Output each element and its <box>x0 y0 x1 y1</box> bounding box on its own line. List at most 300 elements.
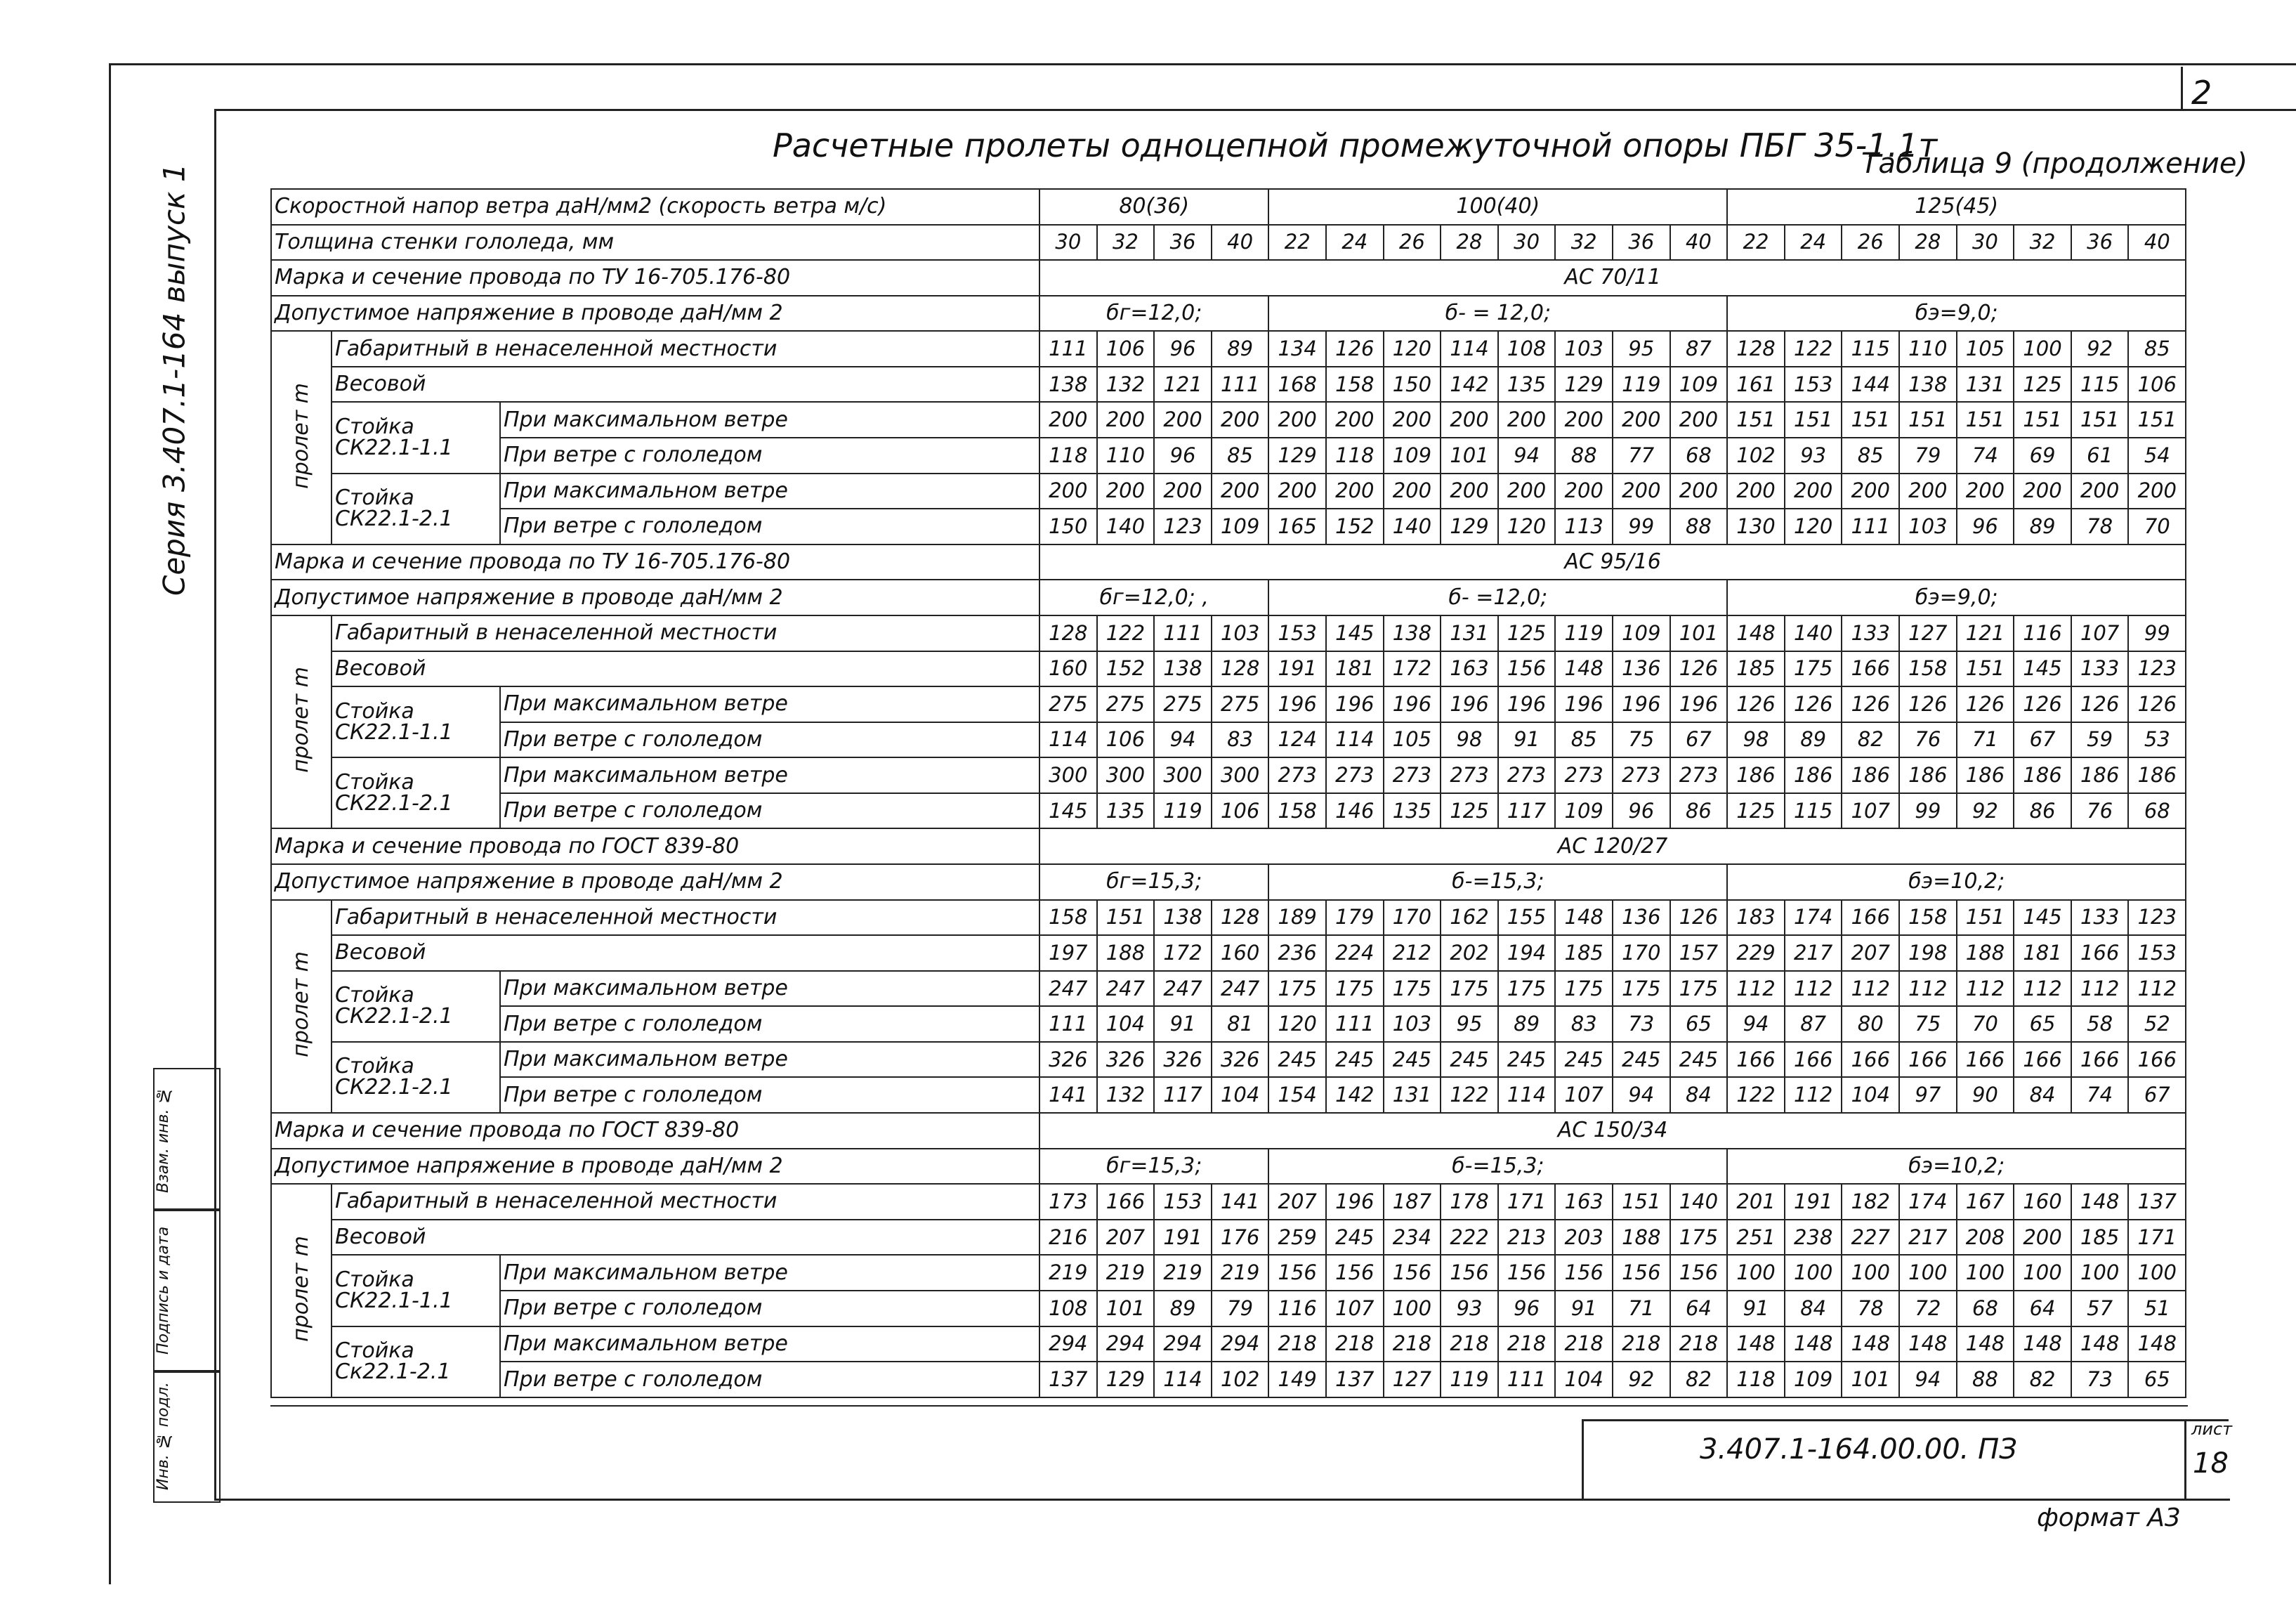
span-value: 100 <box>1384 1291 1441 1326</box>
span-value: 218 <box>1441 1326 1498 1362</box>
stand-label: Стойка СК22.1-1.1 <box>332 402 500 473</box>
span-value: 82 <box>1842 722 1899 758</box>
span-value: 119 <box>1441 1362 1498 1397</box>
span-value: 247 <box>1212 971 1269 1007</box>
span-value: 158 <box>1899 651 1957 687</box>
span-value: 90 <box>1957 1077 2014 1113</box>
data-row <box>271 971 2186 1007</box>
span-value: 227 <box>1842 1220 1899 1255</box>
span-value: 91 <box>1154 1006 1212 1042</box>
span-value: 116 <box>1268 1291 1326 1326</box>
span-value: 294 <box>1212 1326 1269 1362</box>
span-value: 218 <box>1384 1326 1441 1362</box>
span-value: 77 <box>1613 438 1670 474</box>
span-value: 200 <box>1613 474 1670 509</box>
wire-row <box>271 544 2186 580</box>
span-value: 151 <box>2014 402 2071 438</box>
span-value: 113 <box>1555 509 1613 544</box>
span-value: 132 <box>1097 1077 1155 1113</box>
ice-value: 40 <box>1212 225 1269 261</box>
span-value: 275 <box>1154 686 1212 722</box>
span-value: 112 <box>2014 971 2071 1007</box>
span-value: 142 <box>1441 367 1498 403</box>
span-value: 111 <box>1326 1006 1384 1042</box>
span-value: 166 <box>1727 1042 1785 1078</box>
span-value: 158 <box>1039 900 1097 936</box>
span-value: 200 <box>1384 402 1441 438</box>
span-value: 200 <box>1441 474 1498 509</box>
span-value: 131 <box>1384 1077 1441 1113</box>
span-value: 81 <box>1212 1006 1269 1042</box>
data-row <box>271 757 2186 793</box>
span-value: 123 <box>2128 900 2186 936</box>
span-value: 196 <box>1384 686 1441 722</box>
span-value: 173 <box>1039 1184 1097 1220</box>
ice-value: 28 <box>1441 225 1498 261</box>
span-value: 128 <box>1039 615 1097 651</box>
span-value: 123 <box>1154 509 1212 544</box>
stand-label: Стойка СК22.1-1.1 <box>332 1255 500 1326</box>
span-value: 151 <box>1899 402 1957 438</box>
sheet-label: лист <box>2191 1419 2233 1439</box>
span-value: 101 <box>1842 1362 1899 1397</box>
span-value: 200 <box>1957 474 2014 509</box>
span-value: 136 <box>1613 900 1670 936</box>
span-value: 122 <box>1441 1077 1498 1113</box>
inner-frame-top <box>214 109 2296 111</box>
span-value: 198 <box>1899 935 1957 971</box>
span-value: 68 <box>1670 438 1728 474</box>
span-value: 100 <box>2014 1255 2071 1291</box>
span-value: 99 <box>1899 793 1957 829</box>
span-value: 109 <box>1212 509 1269 544</box>
span-value: 109 <box>1613 615 1670 651</box>
stress-value: бэ=10,2; <box>1727 864 2186 900</box>
row-label-wind-ice: При ветре с гололедом <box>500 722 1039 758</box>
stress-row <box>271 296 2186 332</box>
span-value: 126 <box>2014 686 2071 722</box>
inner-frame-bottom <box>214 1499 2230 1501</box>
span-value: 138 <box>1384 615 1441 651</box>
span-value: 259 <box>1268 1220 1326 1255</box>
span-value: 121 <box>1154 367 1212 403</box>
row-label-max-wind: При максимальном ветре <box>500 402 1039 438</box>
span-value: 124 <box>1268 722 1326 758</box>
row-label-weight: Весовой <box>332 651 1039 687</box>
span-label-text: пролет m <box>289 382 313 489</box>
span-label <box>271 1184 332 1397</box>
span-value: 152 <box>1097 651 1155 687</box>
wire-row <box>271 1113 2186 1149</box>
span-value: 166 <box>1957 1042 2014 1078</box>
table-bottom-rule <box>270 1405 2188 1407</box>
span-value: 165 <box>1268 509 1326 544</box>
span-value: 73 <box>2071 1362 2129 1397</box>
span-value: 191 <box>1268 651 1326 687</box>
data-row <box>271 331 2186 367</box>
span-value: 91 <box>1727 1291 1785 1326</box>
span-value: 200 <box>1212 474 1269 509</box>
span-value: 166 <box>1785 1042 1842 1078</box>
span-value: 88 <box>1555 438 1613 474</box>
stress-value: б-=15,3; <box>1268 864 1727 900</box>
span-value: 166 <box>1842 900 1899 936</box>
wire-grade: АС 120/27 <box>1039 828 2186 864</box>
span-value: 219 <box>1154 1255 1212 1291</box>
span-value: 168 <box>1268 367 1326 403</box>
span-value: 109 <box>1384 438 1441 474</box>
span-value: 125 <box>1441 793 1498 829</box>
span-value: 185 <box>1555 935 1613 971</box>
span-value: 65 <box>2128 1362 2186 1397</box>
span-value: 98 <box>1727 722 1785 758</box>
span-value: 170 <box>1613 935 1670 971</box>
span-value: 175 <box>1441 971 1498 1007</box>
span-value: 129 <box>1555 367 1613 403</box>
span-value: 145 <box>1326 615 1384 651</box>
sheet-number: 18 <box>2193 1447 2229 1480</box>
span-value: 100 <box>2014 331 2071 367</box>
span-value: 58 <box>2071 1006 2129 1042</box>
span-value: 212 <box>1384 935 1441 971</box>
span-value: 61 <box>2071 438 2129 474</box>
span-value: 75 <box>1899 1006 1957 1042</box>
span-value: 153 <box>2128 935 2186 971</box>
span-value: 229 <box>1727 935 1785 971</box>
span-value: 175 <box>1613 971 1670 1007</box>
span-value: 125 <box>1727 793 1785 829</box>
span-value: 114 <box>1326 722 1384 758</box>
span-value: 176 <box>1212 1220 1269 1255</box>
span-value: 196 <box>1441 686 1498 722</box>
span-value: 135 <box>1097 793 1155 829</box>
span-value: 137 <box>2128 1184 2186 1220</box>
span-value: 105 <box>1384 722 1441 758</box>
span-value: 141 <box>1212 1184 1269 1220</box>
row-label-weight: Весовой <box>332 367 1039 403</box>
span-value: 148 <box>1785 1326 1842 1362</box>
span-value: 108 <box>1498 331 1556 367</box>
span-value: 94 <box>1154 722 1212 758</box>
span-value: 200 <box>1555 474 1613 509</box>
span-value: 127 <box>1384 1362 1441 1397</box>
row-label-wind-ice: При ветре с гололедом <box>500 793 1039 829</box>
span-value: 85 <box>1212 438 1269 474</box>
span-value: 294 <box>1097 1326 1155 1362</box>
data-row <box>271 1326 2186 1362</box>
span-value: 105 <box>1957 331 2014 367</box>
ice-value: 26 <box>1384 225 1441 261</box>
wire-grade: АС 150/34 <box>1039 1113 2186 1149</box>
doc-number: 3.407.1-164.00.00. ПЗ <box>1700 1433 2017 1466</box>
span-value: 156 <box>1613 1255 1670 1291</box>
data-row <box>271 686 2186 722</box>
span-value: 245 <box>1555 1042 1613 1078</box>
span-value: 200 <box>1670 402 1728 438</box>
data-row <box>271 474 2186 509</box>
span-value: 79 <box>1212 1291 1269 1326</box>
span-value: 74 <box>1957 438 2014 474</box>
span-value: 101 <box>1441 438 1498 474</box>
span-value: 218 <box>1326 1326 1384 1362</box>
span-value: 166 <box>1842 1042 1899 1078</box>
format-label: формат А3 <box>2037 1504 2181 1532</box>
span-label <box>271 900 332 1113</box>
span-value: 106 <box>1097 331 1155 367</box>
span-value: 92 <box>1613 1362 1670 1397</box>
span-value: 122 <box>1785 331 1842 367</box>
span-label <box>271 331 332 544</box>
span-value: 148 <box>1555 651 1613 687</box>
span-value: 175 <box>1670 1220 1728 1255</box>
span-value: 100 <box>1842 1255 1899 1291</box>
span-value: 133 <box>1842 615 1899 651</box>
span-value: 107 <box>1326 1291 1384 1326</box>
span-value: 111 <box>1498 1362 1556 1397</box>
span-value: 160 <box>2014 1184 2071 1220</box>
span-value: 201 <box>1727 1184 1785 1220</box>
span-value: 109 <box>1785 1362 1842 1397</box>
stress-value: б-=15,3; <box>1268 1149 1727 1185</box>
span-value: 247 <box>1097 971 1155 1007</box>
row-label-wind-ice: При ветре с гололедом <box>500 509 1039 544</box>
span-value: 99 <box>1613 509 1670 544</box>
span-value: 127 <box>1899 615 1957 651</box>
data-row <box>271 438 2186 474</box>
span-value: 87 <box>1785 1006 1842 1042</box>
page-title: Расчетные пролеты одноцепной промежуточной опоры ПБГ 35-1.1т <box>773 126 1938 164</box>
stress-label: Допустимое напряжение в проводе даН/мм 2 <box>271 864 1039 900</box>
ice-value: 22 <box>1268 225 1326 261</box>
spans-table <box>270 188 2186 1398</box>
span-value: 115 <box>1842 331 1899 367</box>
span-value: 181 <box>2014 935 2071 971</box>
span-value: 219 <box>1097 1255 1155 1291</box>
stress-label: Допустимое напряжение в проводе даН/мм 2 <box>271 580 1039 615</box>
ice-value: 30 <box>1039 225 1097 261</box>
span-value: 326 <box>1039 1042 1097 1078</box>
wire-row <box>271 260 2186 296</box>
span-value: 200 <box>1326 402 1384 438</box>
stamp-vzam-inv <box>153 1068 221 1211</box>
wire-label: Марка и сечение провода по ГОСТ 839-80 <box>271 828 1039 864</box>
span-value: 153 <box>1268 615 1326 651</box>
span-value: 79 <box>1899 438 1957 474</box>
span-value: 99 <box>2128 615 2186 651</box>
span-label-text: пролет m <box>289 951 313 1057</box>
span-value: 112 <box>1727 971 1785 1007</box>
span-value: 187 <box>1384 1184 1441 1220</box>
span-value: 96 <box>1957 509 2014 544</box>
span-value: 251 <box>1727 1220 1785 1255</box>
span-value: 148 <box>1899 1326 1957 1362</box>
span-value: 163 <box>1441 651 1498 687</box>
span-value: 120 <box>1268 1006 1326 1042</box>
span-value: 151 <box>1613 1184 1670 1220</box>
span-value: 275 <box>1212 686 1269 722</box>
span-value: 126 <box>1842 686 1899 722</box>
span-value: 163 <box>1555 1184 1613 1220</box>
stand-label: Стойка СК22.1-2.1 <box>332 757 500 828</box>
span-value: 120 <box>1785 509 1842 544</box>
span-value: 59 <box>2071 722 2129 758</box>
span-value: 112 <box>1785 1077 1842 1113</box>
span-value: 128 <box>1727 331 1785 367</box>
span-value: 94 <box>1613 1077 1670 1113</box>
span-value: 88 <box>1957 1362 2014 1397</box>
wire-label: Марка и сечение провода по ТУ 16-705.176-80 <box>271 544 1039 580</box>
span-value: 114 <box>1441 331 1498 367</box>
span-value: 247 <box>1154 971 1212 1007</box>
span-value: 238 <box>1785 1220 1842 1255</box>
span-value: 84 <box>2014 1077 2071 1113</box>
row-label-gabarit: Габаритный в ненаселенной местности <box>332 1184 1039 1220</box>
span-value: 131 <box>1441 615 1498 651</box>
span-value: 156 <box>1268 1255 1326 1291</box>
span-value: 102 <box>1212 1362 1269 1397</box>
span-value: 142 <box>1326 1077 1384 1113</box>
span-value: 196 <box>1326 686 1384 722</box>
span-value: 112 <box>1899 971 1957 1007</box>
data-row <box>271 722 2186 758</box>
row-label-weight: Весовой <box>332 1220 1039 1255</box>
span-value: 245 <box>1670 1042 1728 1078</box>
span-value: 188 <box>1097 935 1155 971</box>
span-value: 200 <box>2071 474 2129 509</box>
span-value: 103 <box>1555 331 1613 367</box>
span-value: 110 <box>1899 331 1957 367</box>
span-value: 116 <box>2014 615 2071 651</box>
span-value: 132 <box>1097 367 1155 403</box>
span-value: 245 <box>1268 1042 1326 1078</box>
span-value: 114 <box>1498 1077 1556 1113</box>
span-value: 294 <box>1154 1326 1212 1362</box>
span-value: 103 <box>1212 615 1269 651</box>
span-value: 245 <box>1498 1042 1556 1078</box>
series-label: Серия 3.407.1-164 выпуск 1 <box>157 163 192 596</box>
span-value: 200 <box>1498 474 1556 509</box>
span-value: 160 <box>1039 651 1097 687</box>
span-value: 300 <box>1154 757 1212 793</box>
stress-value: бг=12,0; <box>1039 296 1268 332</box>
span-value: 138 <box>1154 900 1212 936</box>
span-value: 186 <box>1842 757 1899 793</box>
span-value: 326 <box>1212 1042 1269 1078</box>
span-value: 111 <box>1842 509 1899 544</box>
span-value: 203 <box>1555 1220 1613 1255</box>
span-value: 138 <box>1899 367 1957 403</box>
span-value: 188 <box>1957 935 2014 971</box>
span-value: 94 <box>1727 1006 1785 1042</box>
span-value: 200 <box>1097 402 1155 438</box>
stress-value: бг=15,3; <box>1039 1149 1268 1185</box>
data-row <box>271 935 2186 971</box>
span-value: 156 <box>1670 1255 1728 1291</box>
span-value: 218 <box>1670 1326 1728 1362</box>
span-value: 76 <box>1899 722 1957 758</box>
stand-label: Стойка СК22.1-2.1 <box>332 1042 500 1113</box>
ice-value: 32 <box>1555 225 1613 261</box>
span-value: 218 <box>1555 1326 1613 1362</box>
span-value: 74 <box>2071 1077 2129 1113</box>
data-row <box>271 1184 2186 1220</box>
span-value: 67 <box>1670 722 1728 758</box>
span-value: 122 <box>1727 1077 1785 1113</box>
row-label-max-wind: При максимальном ветре <box>500 757 1039 793</box>
span-value: 175 <box>1670 971 1728 1007</box>
span-value: 98 <box>1441 722 1498 758</box>
span-value: 107 <box>1842 793 1899 829</box>
span-value: 71 <box>1957 722 2014 758</box>
span-value: 213 <box>1498 1220 1556 1255</box>
wire-label: Марка и сечение провода по ГОСТ 839-80 <box>271 1113 1039 1149</box>
span-value: 68 <box>1957 1291 2014 1326</box>
span-value: 148 <box>1555 900 1613 936</box>
span-value: 200 <box>2014 1220 2071 1255</box>
span-value: 158 <box>1326 367 1384 403</box>
span-value: 148 <box>1842 1326 1899 1362</box>
stamp-sign-date <box>153 1208 221 1373</box>
row-label-max-wind: При максимальном ветре <box>500 971 1039 1007</box>
span-value: 200 <box>1613 402 1670 438</box>
span-value: 88 <box>1670 509 1728 544</box>
span-value: 156 <box>1326 1255 1384 1291</box>
span-value: 94 <box>1498 438 1556 474</box>
span-value: 140 <box>1097 509 1155 544</box>
span-value: 95 <box>1613 331 1670 367</box>
span-value: 85 <box>1842 438 1899 474</box>
span-value: 151 <box>1727 402 1785 438</box>
row-label-wind-ice: При ветре с гололедом <box>500 1291 1039 1326</box>
data-row <box>271 1362 2186 1397</box>
span-value: 247 <box>1039 971 1097 1007</box>
row-label-wind-ice: При ветре с гололедом <box>500 1077 1039 1113</box>
data-row <box>271 509 2186 544</box>
span-value: 273 <box>1384 757 1441 793</box>
span-value: 72 <box>1899 1291 1957 1326</box>
ice-value: 36 <box>2071 225 2129 261</box>
span-value: 122 <box>1097 615 1155 651</box>
span-value: 196 <box>1555 686 1613 722</box>
span-value: 196 <box>1613 686 1670 722</box>
span-value: 181 <box>1326 651 1384 687</box>
row-label-wind-ice: При ветре с гололедом <box>500 1006 1039 1042</box>
span-value: 200 <box>1212 402 1269 438</box>
span-value: 129 <box>1097 1362 1155 1397</box>
header-ice-row <box>271 225 2186 261</box>
span-value: 151 <box>2071 402 2129 438</box>
span-value: 208 <box>1957 1220 2014 1255</box>
stress-row <box>271 1149 2186 1185</box>
span-value: 87 <box>1670 331 1728 367</box>
wind-group: 100(40) <box>1268 189 1727 225</box>
span-value: 300 <box>1212 757 1269 793</box>
span-value: 100 <box>1899 1255 1957 1291</box>
span-value: 82 <box>2014 1362 2071 1397</box>
stress-value: бэ=9,0; <box>1727 580 2186 615</box>
span-value: 109 <box>1555 793 1613 829</box>
stress-value: бэ=10,2; <box>1727 1149 2186 1185</box>
span-value: 120 <box>1384 331 1441 367</box>
stress-value: бг=15,3; <box>1039 864 1268 900</box>
span-value: 89 <box>1212 331 1269 367</box>
stress-value: бэ=9,0; <box>1727 296 2186 332</box>
span-value: 156 <box>1384 1255 1441 1291</box>
span-value: 86 <box>2014 793 2071 829</box>
span-value: 101 <box>1670 615 1728 651</box>
span-value: 130 <box>1727 509 1785 544</box>
span-value: 92 <box>2071 331 2129 367</box>
